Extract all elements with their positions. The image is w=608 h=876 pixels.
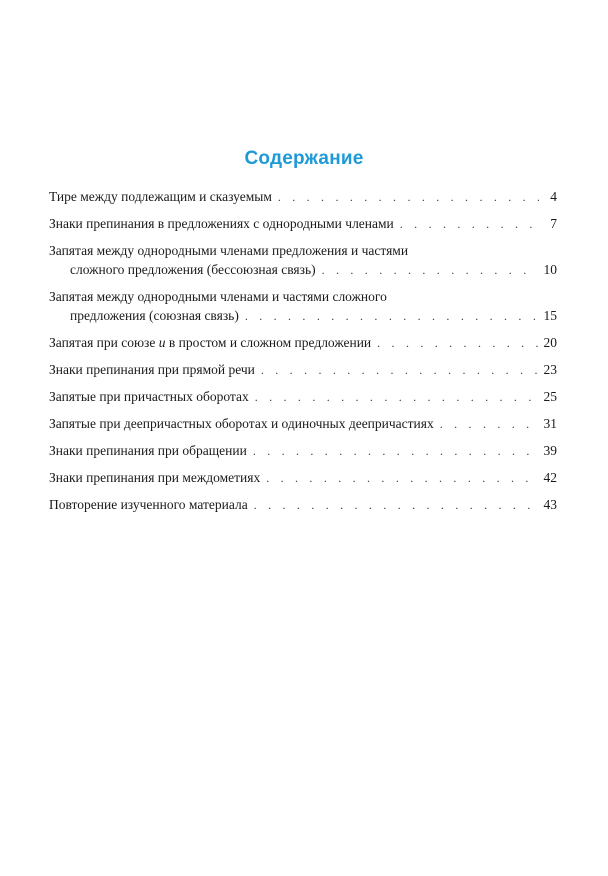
dot-leader <box>278 188 539 207</box>
toc-page-number: 7 <box>550 216 557 231</box>
dot-leader <box>254 496 538 515</box>
toc-entry <box>49 214 557 234</box>
dot-leader <box>253 442 538 461</box>
dot-leader <box>266 469 537 488</box>
toc-entry-title: Повторение изученного материала <box>49 497 248 512</box>
toc-page-number: 15 <box>543 308 557 323</box>
toc-entry-title-line-2: сложного предложения (бессоюзная связь) <box>70 262 316 277</box>
toc-page-number: 23 <box>543 362 557 377</box>
toc-entry-title-line-2: предложения (союзная связь) <box>70 308 239 323</box>
toc-entry <box>49 287 557 326</box>
dot-leader <box>261 361 538 380</box>
dot-leader <box>322 261 538 280</box>
toc-entry-title-part: Запятая при союзе <box>49 335 159 350</box>
toc-page-number: 31 <box>543 416 557 431</box>
toc-entry-title-part: в простом и сложном предложении <box>165 335 372 350</box>
toc-entry <box>49 360 557 380</box>
toc-page-number: 43 <box>543 497 557 512</box>
toc-entry-title-line-1: Запятая между однородными членами и частями сложного <box>49 289 387 304</box>
toc-entry <box>49 187 557 207</box>
toc-entry <box>49 495 557 515</box>
toc-entry-title: Запятые при деепричастных оборотах и одиночных деепричастиях <box>49 416 434 431</box>
toc-entry-title: Тире между подлежащим и сказуемым <box>49 189 272 204</box>
toc-entry <box>49 441 557 461</box>
toc-entry-title-italic: и <box>158 335 166 350</box>
toc-entry-title: Знаки препинания при обращении <box>49 443 247 458</box>
toc-entry <box>49 387 557 407</box>
toc-title: Содержание <box>244 148 364 169</box>
toc-entry <box>49 333 557 353</box>
toc-page-number: 42 <box>543 470 557 485</box>
toc-page-number: 25 <box>543 389 557 404</box>
toc-entry-title: Знаки препинания в предложениях с однородными членами <box>49 216 394 231</box>
dot-leader <box>400 215 539 234</box>
toc-entry-title: Запятые при причастных оборотах <box>49 389 249 404</box>
table-of-contents <box>49 187 557 522</box>
toc-page-number: 4 <box>550 189 557 204</box>
toc-entry <box>49 241 557 280</box>
toc-entry-title: Знаки препинания при прямой речи <box>49 362 255 377</box>
toc-page-number: 39 <box>543 443 557 458</box>
toc-entry-title-line-1: Запятая между однородными членами предложения и частями <box>49 243 409 258</box>
toc-entry-title: Знаки препинания при междометиях <box>49 470 261 485</box>
dot-leader <box>377 334 537 353</box>
toc-entry <box>49 414 557 434</box>
toc-page-number: 10 <box>543 262 557 277</box>
dot-leader <box>255 388 538 407</box>
dot-leader <box>245 307 538 326</box>
toc-page-number: 20 <box>543 335 557 350</box>
toc-entry <box>49 468 557 488</box>
toc-entry-title <box>49 333 371 352</box>
dot-leader <box>440 415 538 434</box>
